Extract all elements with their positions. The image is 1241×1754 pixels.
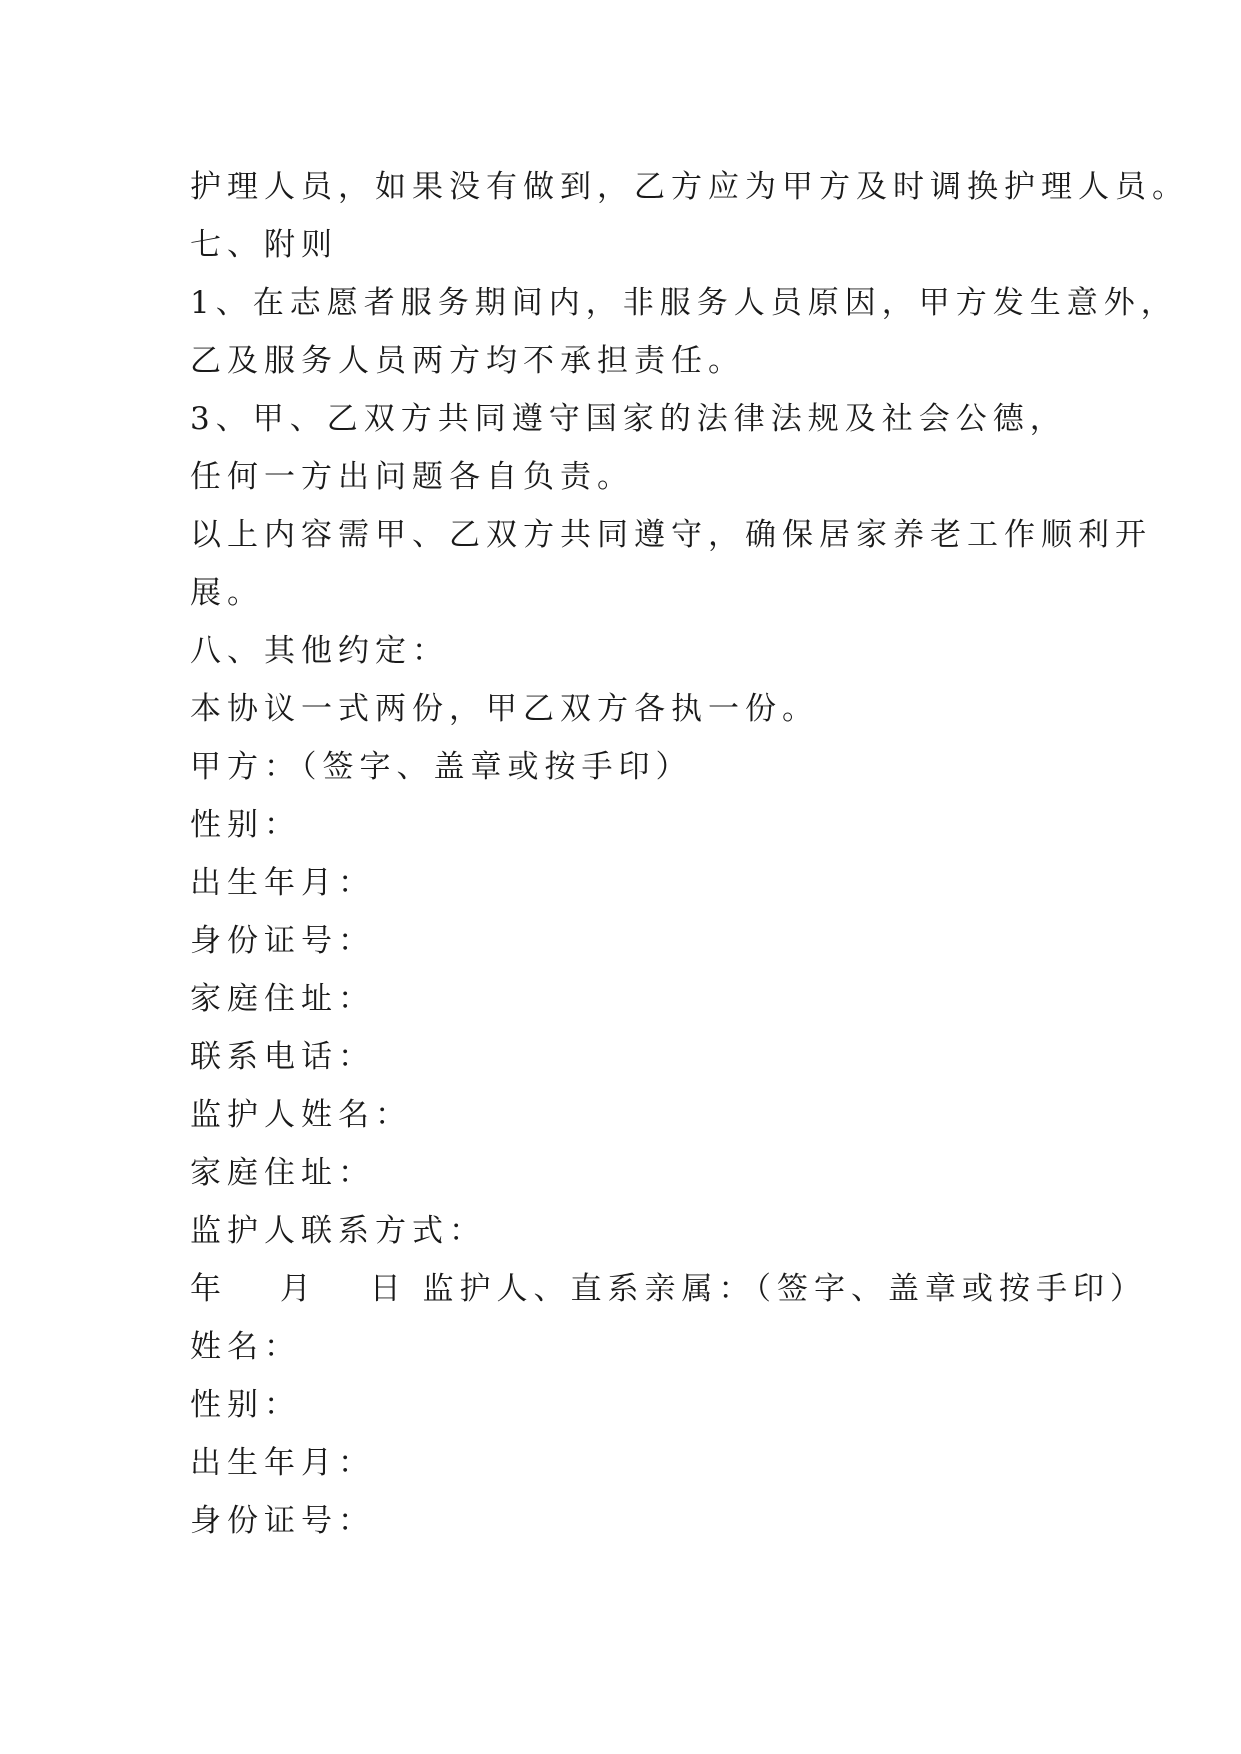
body-text-line: 护理人员，如果没有做到，乙方应为甲方及时调换护理人员。	[190, 169, 1189, 205]
document-body	[190, 158, 1189, 1550]
field-label-guardian-contact: 监护人联系方式：	[190, 1213, 486, 1249]
field-label-name: 姓名：	[190, 1329, 301, 1365]
body-text-continuation: 展。	[190, 575, 264, 611]
field-label-home-address: 家庭住址：	[190, 1155, 375, 1191]
field-label-phone: 联系电话：	[190, 1039, 375, 1075]
field-label-gender: 性别：	[190, 1387, 301, 1423]
field-label-home-address: 家庭住址：	[190, 981, 375, 1017]
clause-1-continuation: 乙及服务人员两方均不承担责任。	[190, 343, 745, 379]
clause-1-line: 1、在志愿者服务期间内，非服务人员原因，甲方发生意外，	[190, 285, 1178, 321]
party-a-signature-label: 甲方：（签字、盖章或按手印）	[190, 749, 693, 785]
field-label-gender: 性别：	[190, 807, 301, 843]
field-label-guardian-name: 监护人姓名：	[190, 1097, 412, 1133]
clause-3-line: 3、甲、乙双方共同遵守国家的法律法规及社会公德，	[190, 401, 1067, 437]
field-label-id-number: 身份证号：	[190, 923, 375, 959]
body-text-line: 以上内容需甲、乙双方共同遵守，确保居家养老工作顺利开	[190, 517, 1152, 553]
date-and-guardian-signature-label: 年 月 日 监护人、直系亲属：（签字、盖章或按手印）	[190, 1271, 1148, 1307]
clause-3-continuation: 任何一方出问题各自负责。	[190, 459, 634, 495]
field-label-birth-date: 出生年月：	[190, 1445, 375, 1481]
section-heading-other-agreements: 八、其他约定：	[190, 633, 449, 669]
section-heading-appendix: 七、附则	[190, 227, 338, 263]
field-label-birth-date: 出生年月：	[190, 865, 375, 901]
field-label-id-number: 身份证号：	[190, 1503, 375, 1539]
body-text-line: 本协议一式两份，甲乙双方各执一份。	[190, 691, 819, 727]
